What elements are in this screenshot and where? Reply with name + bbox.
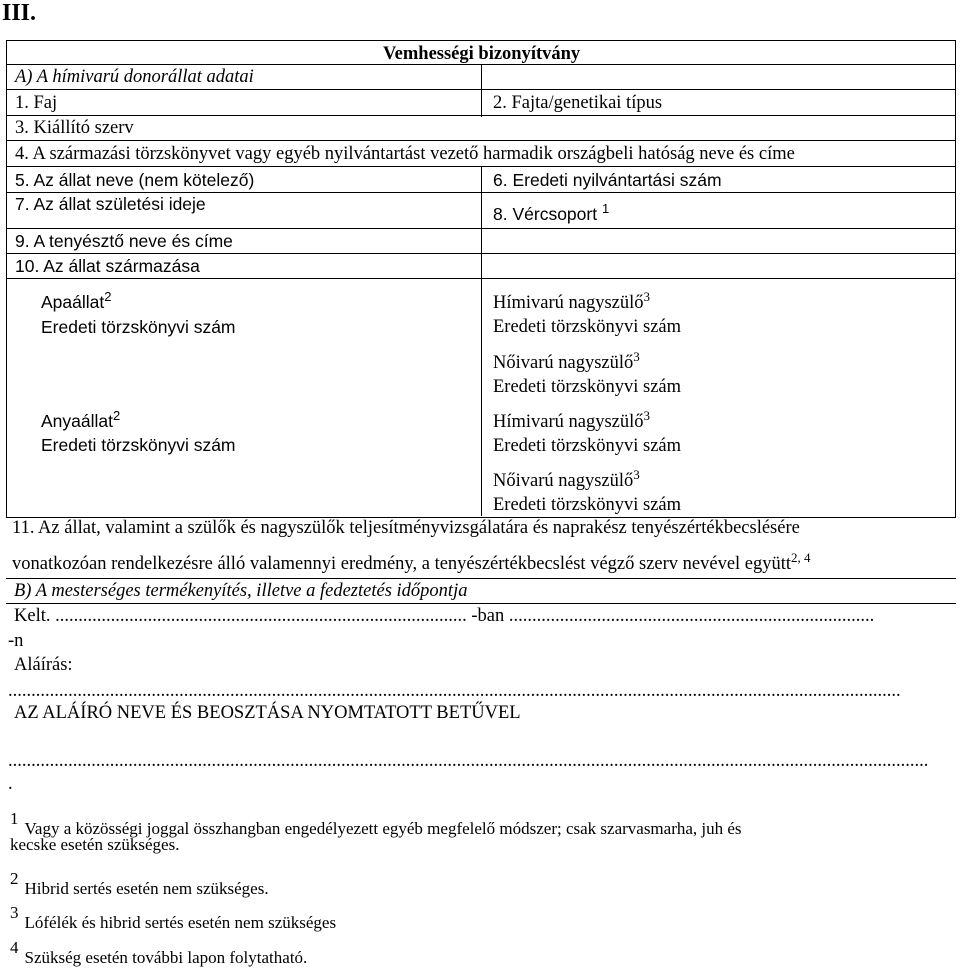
- field-2-label: 2. Fajta/genetikai típus: [493, 93, 663, 113]
- paternal-granddam-no: Eredeti törzskönyvi szám: [493, 377, 682, 397]
- col-divider: [481, 167, 482, 194]
- footnote-3: 3Lófélék és hibrid sertés esetén nem szükséges: [10, 903, 337, 932]
- certificate-title: Vemhességi bizonyítvány: [383, 44, 581, 64]
- date-suffix: -n: [8, 631, 24, 651]
- field-11-line2: vonatkozóan rendelkezésre álló valamennyi eredmény, a tenyészértékbecslést végző szerv nevével együtt$^{2, 4}$: [12, 550, 811, 574]
- sire-herdbook-no: Eredeti törzskönyvi szám: [41, 317, 236, 337]
- col-divider: [481, 254, 482, 280]
- signer-name-caption: AZ ALÁÍRÓ NEVE ÉS BEOSZTÁSA NYOMTATOTT BETŰVEL: [14, 703, 521, 723]
- place-date-line: Kelt. ......................................................................................... -ban ...............................................................................: [14, 606, 875, 626]
- sire-label: Apaállat$^2$: [41, 289, 112, 312]
- maternal-grandsire-label: Hímivarú nagyszülő$^3$: [493, 408, 651, 432]
- field-5-label: 5. Az állat neve (nem kötelező): [15, 170, 255, 190]
- section-heading: III.: [2, 0, 37, 26]
- paternal-granddam-label: Nőivarú nagyszülő$^3$: [493, 349, 640, 373]
- maternal-granddam-no: Eredeti törzskönyvi szám: [493, 495, 682, 515]
- footnote-ref: 1: [601, 201, 610, 216]
- row-3: [7, 116, 955, 141]
- signature-line: .................................................................................................................................................................................................: [8, 681, 901, 701]
- col-divider: [481, 279, 482, 516]
- field-4-label: 4. A származási törzskönyvet vagy egyéb nyilvántartást vezető harmadik országbeli hatóság neve és címe: [15, 144, 795, 164]
- col-divider: [481, 193, 482, 230]
- divider: [6, 603, 956, 604]
- footnote-1: 1Vagy a közösségi joggal összhangban engedélyezett egyéb megfelelő módszer; csak szarvasmarha, juh és: [10, 809, 742, 838]
- dam-label: Anyaállat$^2$: [41, 408, 121, 431]
- footnote-2: 2Hibrid sertés esetén nem szükséges.: [10, 869, 269, 898]
- footnote-4: 4Szükség esetén további lapon folytatható.: [10, 938, 308, 967]
- col-divider: [481, 90, 482, 117]
- field-8-label: 8. Vércsoport $^1$: [493, 201, 610, 224]
- divider: [6, 578, 956, 579]
- field-11-line1: 11. Az állat, valamint a szülők és nagyszülők teljesítményvizsgálatára és naprakész tenyészértékbecslésére: [12, 518, 800, 538]
- signature-label: Aláírás:: [14, 655, 73, 675]
- dotted-line: .......................................................................................................................................................................................................: [8, 751, 929, 771]
- col-divider: [481, 65, 482, 91]
- paternal-grandsire-label: Hímivarú nagyszülő$^3$: [493, 289, 651, 313]
- paternal-grandsire-no: Eredeti törzskönyvi szám: [493, 317, 682, 337]
- field-9-label: 9. A tenyésztő neve és címe: [15, 231, 233, 251]
- field-7-label: 7. Az állat születési ideje: [15, 194, 206, 214]
- field-6-label: 6. Eredeti nyilvántartási szám: [493, 170, 722, 190]
- field-10-label: 10. Az állat származása: [15, 256, 200, 276]
- certificate-form: [6, 40, 956, 518]
- dam-herdbook-no: Eredeti törzskönyvi szám: [41, 435, 236, 455]
- col-divider: [481, 229, 482, 255]
- field-1-label: 1. Faj: [15, 93, 58, 113]
- footnote-1-cont: kecske esetén szükséges.: [10, 835, 180, 854]
- maternal-grandsire-no: Eredeti törzskönyvi szám: [493, 436, 682, 456]
- field-3-label: 3. Kiállító szerv: [15, 118, 134, 138]
- dot: .: [8, 774, 13, 794]
- section-a-title: A) A hímivarú donorállat adatai: [15, 67, 254, 87]
- maternal-granddam-label: Nőivarú nagyszülő$^3$: [493, 467, 640, 491]
- section-b-title: B) A mesterséges termékenyítés, illetve a fedeztetés időpontja: [14, 581, 468, 601]
